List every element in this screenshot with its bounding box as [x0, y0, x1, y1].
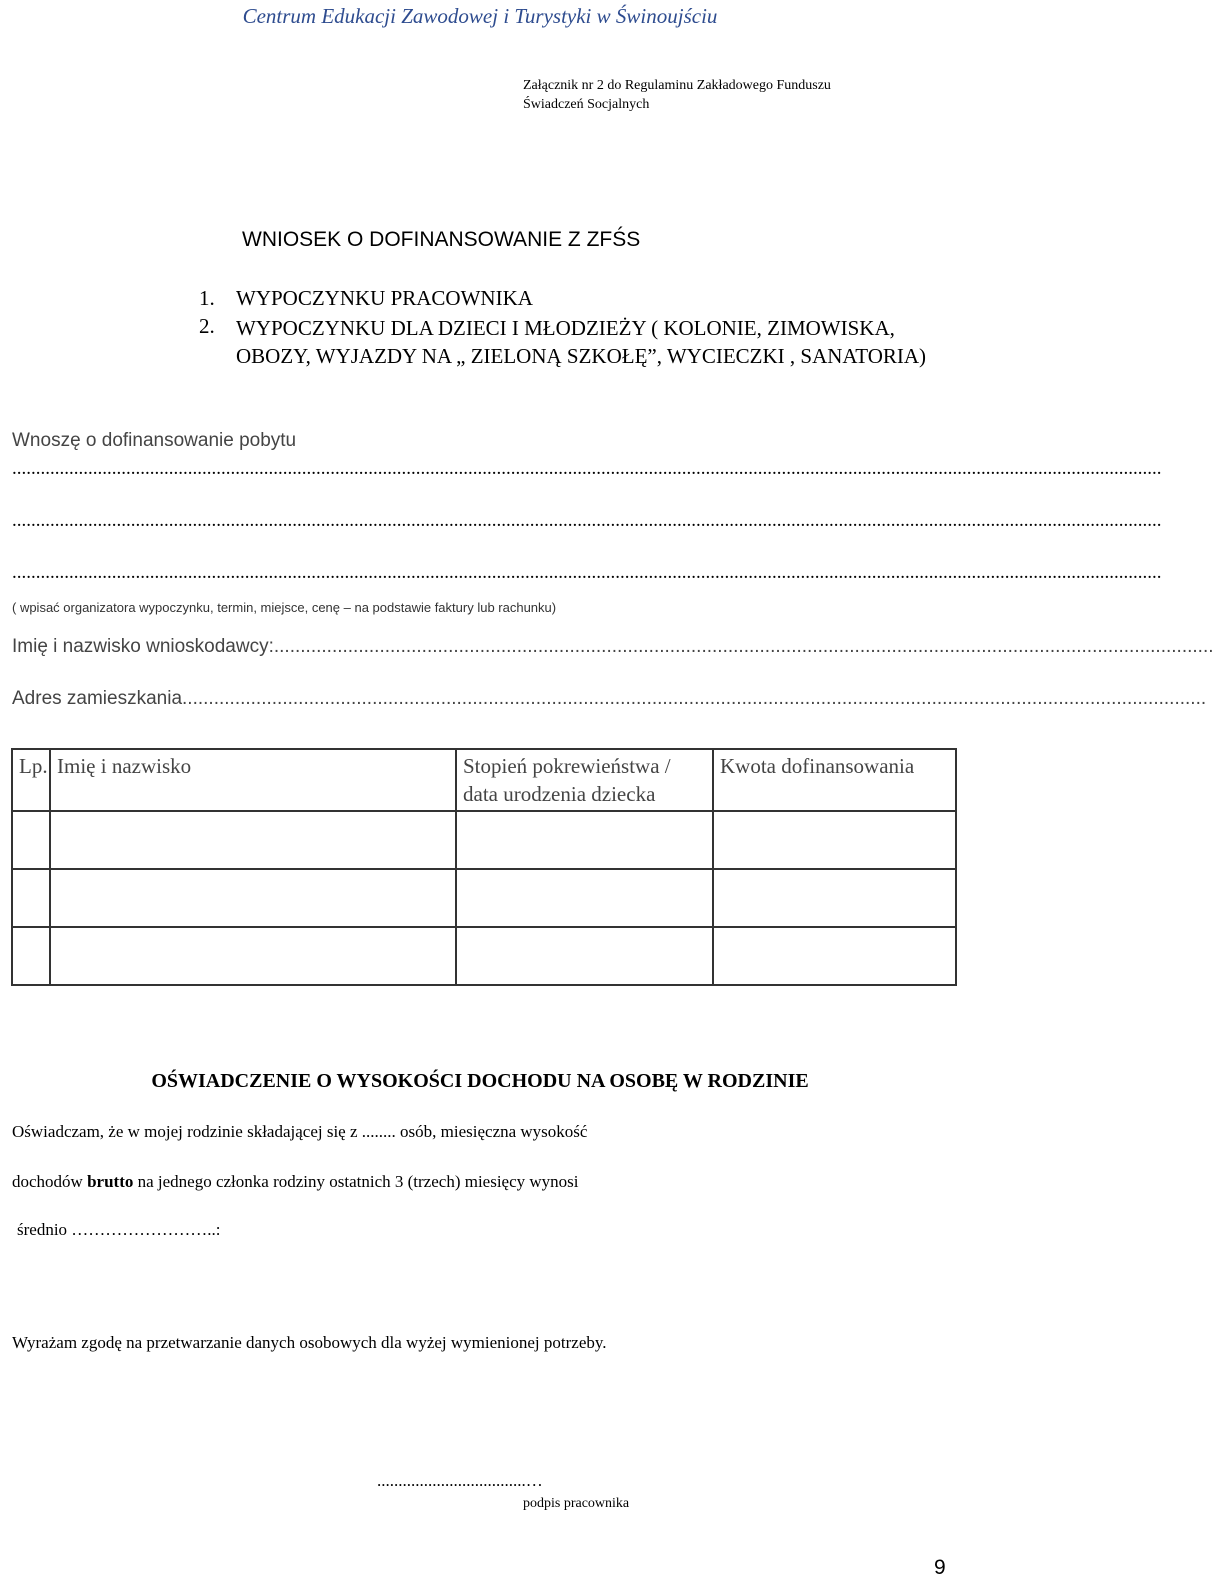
consent-text: Wyrażam zgodę na przetwarzanie danych osobowych dla wyżej wymienionej potrzeby. — [12, 1333, 607, 1352]
table-cell[interactable] — [713, 869, 956, 927]
column-header: Imię i nazwisko — [50, 749, 456, 811]
children-table — [11, 748, 957, 986]
request-line[interactable]: .................................................................................................................................................................................................................................................. — [12, 562, 1162, 583]
annex-note — [523, 76, 831, 114]
table-row — [12, 869, 956, 927]
statement-text: na jednego członka rodziny ostatnich 3 (trzech) miesięcy wynosi — [133, 1172, 579, 1191]
table-cell[interactable] — [50, 811, 456, 869]
request-line[interactable]: .................................................................................................................................................................................................................................................. — [12, 458, 1162, 479]
table-cell[interactable] — [12, 869, 50, 927]
annex-line: Załącznik nr 2 do Regulaminu Zakładowego Funduszu — [523, 78, 831, 93]
table-header-row — [12, 749, 956, 811]
statement-line — [12, 1172, 579, 1192]
statement-text: Oświadczam, że w mojej rodzinie składającej się z — [12, 1122, 358, 1141]
signature-line[interactable]: ...................................… — [377, 1471, 543, 1490]
income-field[interactable]: średnio ……………………..: — [17, 1220, 221, 1239]
statement-title: OŚWIADCZENIE O WYSOKOŚCI DOCHODU NA OSOBĘ W RODZINIE — [151, 1070, 809, 1092]
statement-line — [12, 1122, 587, 1142]
table-cell[interactable] — [456, 869, 713, 927]
annex-line: Świadczeń Socjalnych — [523, 97, 650, 112]
table-cell[interactable] — [713, 927, 956, 985]
table-row — [12, 811, 956, 869]
page-number: 9 — [934, 1556, 946, 1579]
option-text: WYPOCZYNKU DLA DZIECI I MŁODZIEŻY ( KOLONIE, ZIMOWISKA, OBOZY, WYJAZDY NA „ ZIELONĄ SZKOŁĘ”, WYCIECZKI , SANATORIA) — [236, 316, 927, 368]
column-header: Kwota dofinansowania — [713, 749, 956, 811]
statement-text: dochodów — [12, 1172, 88, 1191]
family-size-field[interactable]: ........ — [357, 1122, 396, 1141]
column-header: Stopień pokrewieństwa / data urodzenia dziecka — [456, 749, 713, 811]
applicant-name-field[interactable]: Imię i nazwisko wnioskodawcy:.................................................................................................................................................................................. — [12, 636, 1214, 657]
statement-text: osób, miesięczna wysokość — [395, 1122, 588, 1141]
request-hint: ( wpisać organizatora wypoczynku, termin, miejsce, cenę – na podstawie faktury lub rachunku) — [12, 600, 557, 615]
option-number: 2. — [199, 314, 215, 338]
option-number: 1. — [199, 286, 215, 310]
request-line[interactable]: .................................................................................................................................................................................................................................................. — [12, 510, 1162, 531]
table-cell[interactable] — [50, 869, 456, 927]
table-cell[interactable] — [456, 811, 713, 869]
table-cell[interactable] — [456, 927, 713, 985]
table-cell[interactable] — [12, 811, 50, 869]
option-text: WYPOCZYNKU PRACOWNIKA — [236, 286, 533, 310]
request-label: Wnoszę o dofinansowanie pobytu — [12, 430, 297, 451]
column-header: Lp. — [12, 749, 50, 811]
table-cell[interactable] — [713, 811, 956, 869]
form-title: WNIOSEK O DOFINANSOWANIE Z ZFŚS — [242, 228, 641, 251]
address-label: Adres zamieszkania — [12, 688, 183, 709]
signature-label: podpis pracownika — [523, 1496, 630, 1511]
table-cell[interactable] — [12, 927, 50, 985]
document-header: Centrum Edukacji Zawodowej i Turystyki w Świnoujściu — [242, 4, 718, 28]
statement-bold: brutto — [87, 1172, 134, 1191]
table-cell[interactable] — [50, 927, 456, 985]
table-row — [12, 927, 956, 985]
address-field[interactable]: Adres zamieszkania.................................................................................................................................................................................................. — [12, 688, 1207, 709]
applicant-name-label: Imię i nazwisko wnioskodawcy: — [12, 636, 274, 657]
